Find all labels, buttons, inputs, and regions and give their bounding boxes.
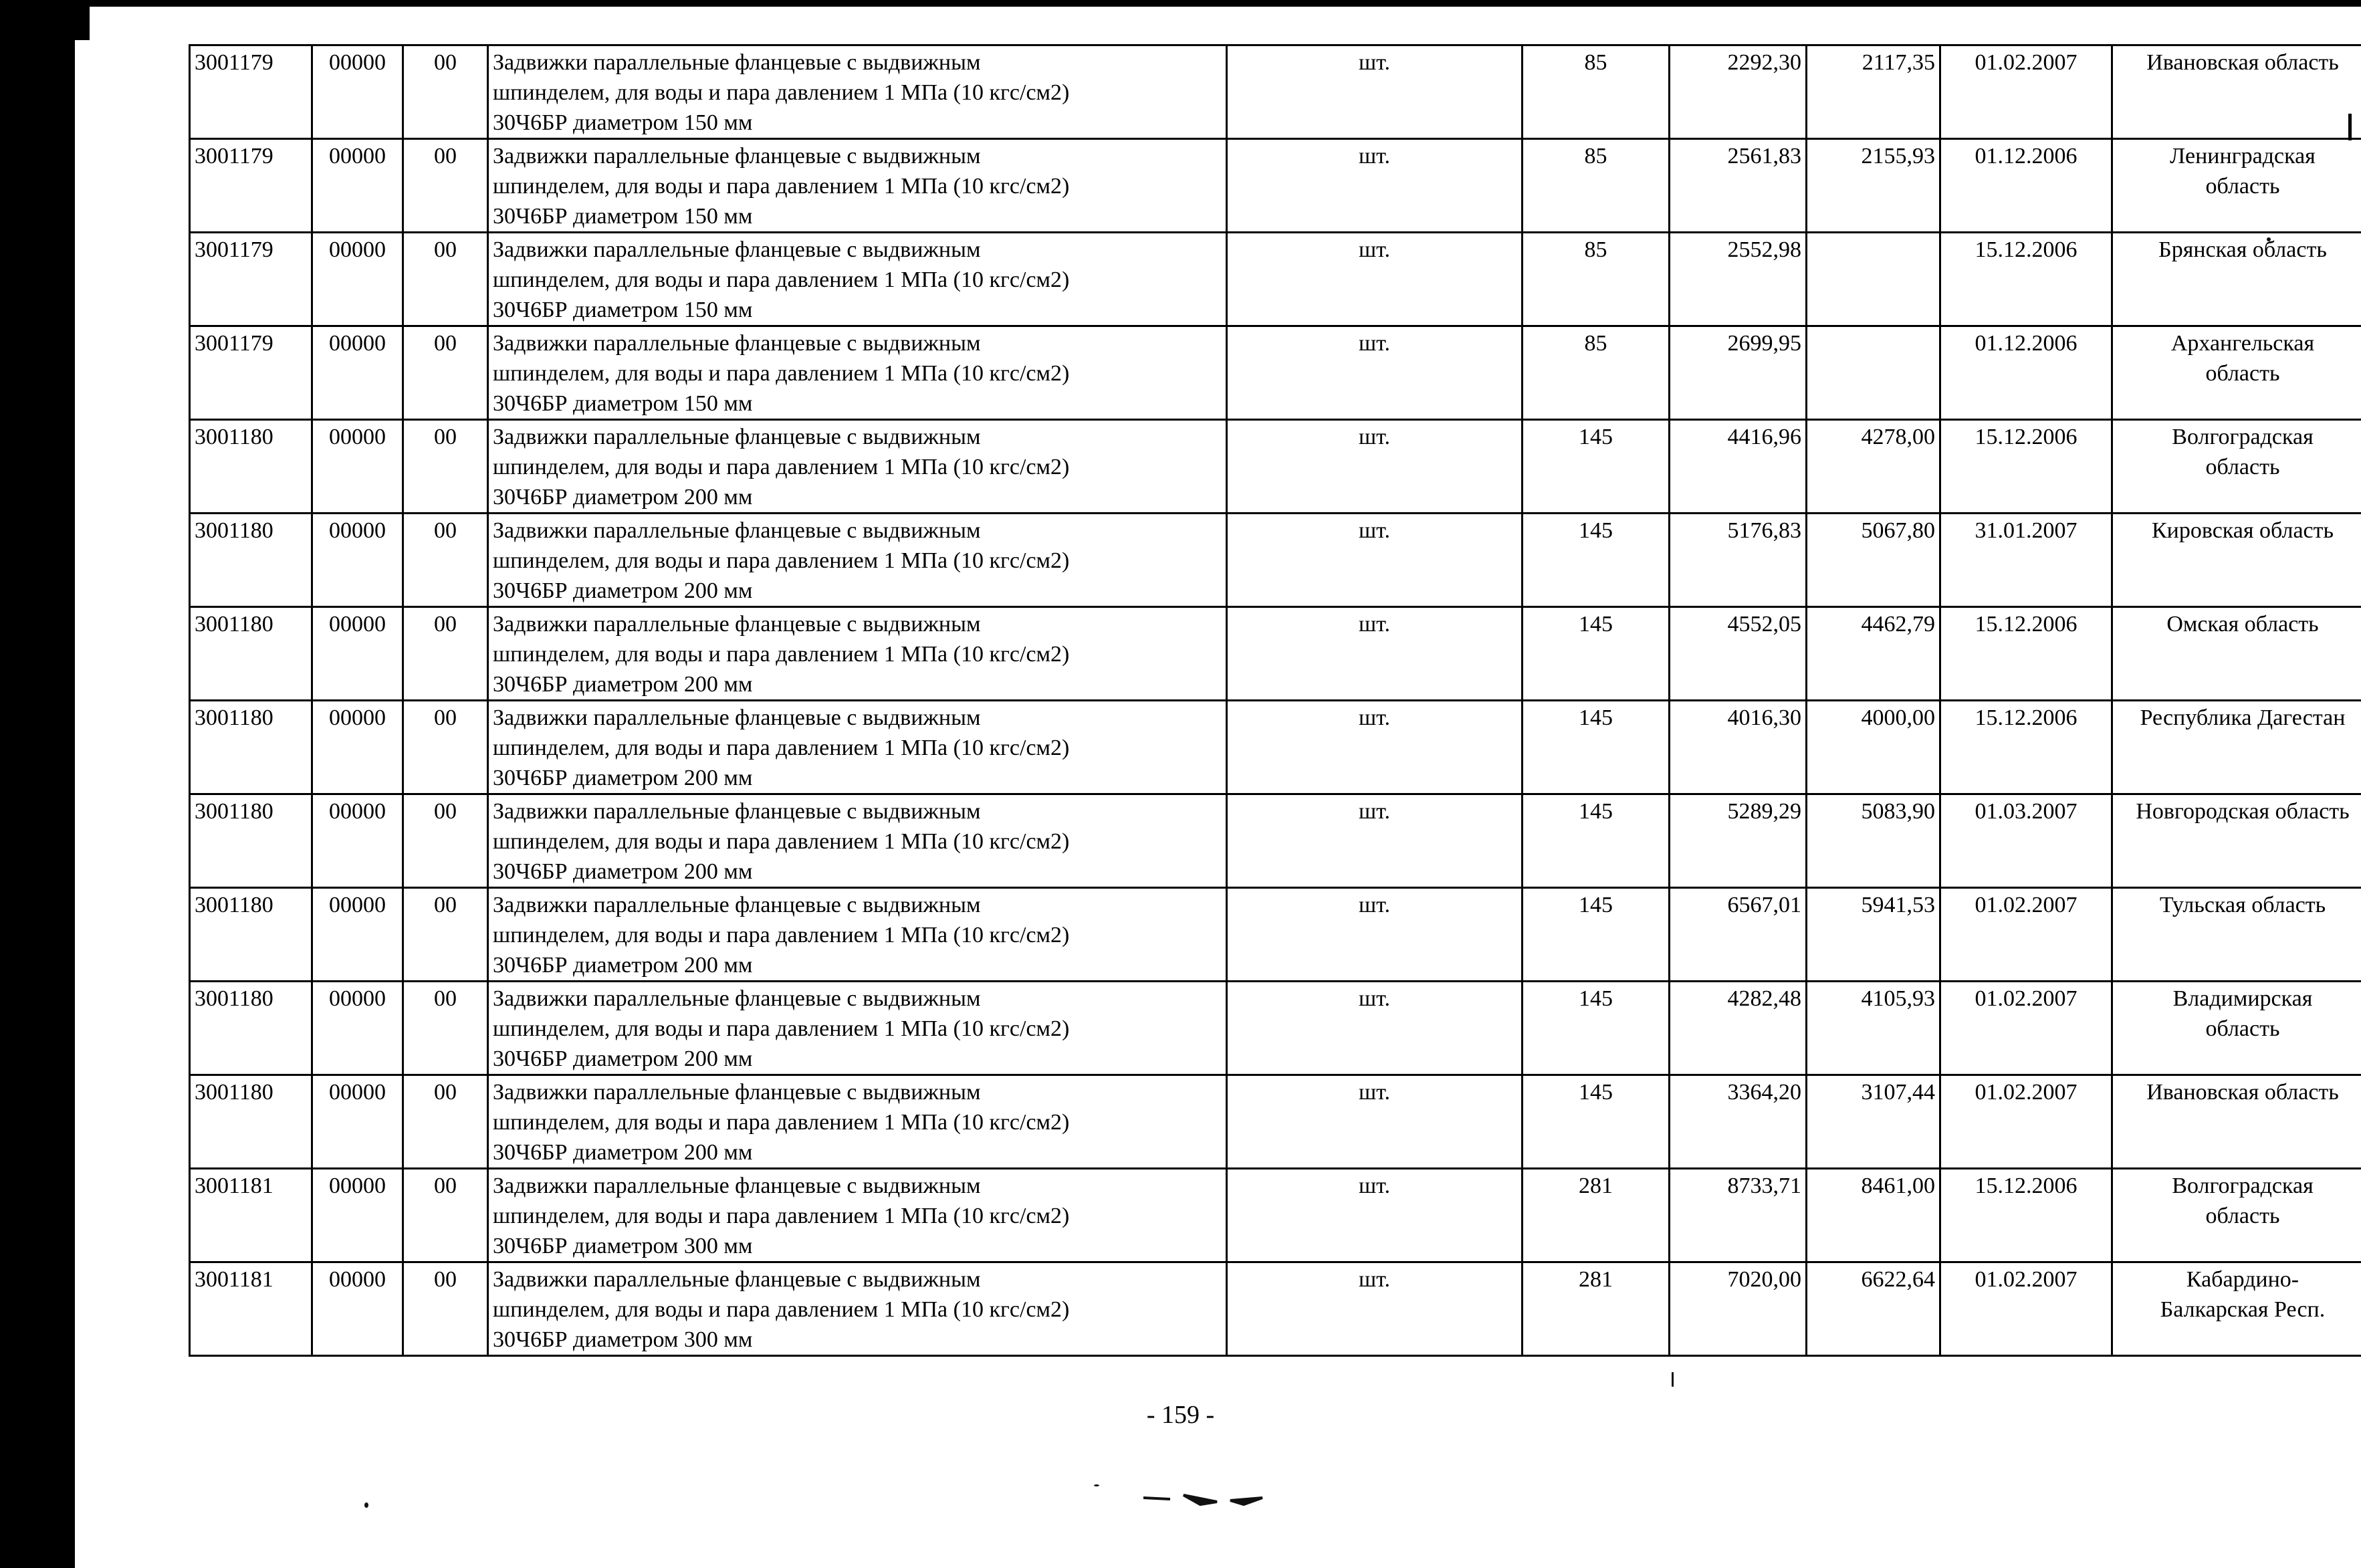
cell-line: шпинделем, для воды и пара давлением 1 МПа (10 кгс/см2) [493,455,1070,479]
cell-line: 30Ч6БР диаметром 200 мм [493,1046,753,1071]
table-body [190,45,2361,1356]
scan-speck [364,1502,368,1508]
price-alt-cell: 5083,90 [1807,794,1940,888]
price-alt-cell: 5941,53 [1807,888,1940,982]
variant-code-cell: 00 [403,794,488,888]
cell-line: шпинделем, для воды и пара давлением 1 МПа (10 кгс/см2) [493,1110,1070,1135]
unit-cell: шт. [1227,888,1523,982]
weight-cell: 85 [1523,139,1670,233]
item-name-cell [488,1262,1227,1356]
price-alt-cell [1807,233,1940,326]
cell-line: Задвижки параллельные фланцевые с выдвижным [493,986,981,1011]
price-cell: 5176,83 [1670,514,1807,607]
sub-code-cell: 00000 [312,45,403,139]
weight-cell: 145 [1523,888,1670,982]
item-code-cell: 3001179 [190,326,312,420]
date-cell: 15.12.2006 [1940,1169,2112,1262]
cell-line: 30Ч6БР диаметром 200 мм [493,578,753,603]
price-alt-cell: 4000,00 [1807,701,1940,794]
variant-code-cell: 00 [403,514,488,607]
cell-line: Задвижки параллельные фланцевые с выдвижным [493,331,981,356]
sub-code-cell: 00000 [312,1075,403,1169]
sub-code-cell: 00000 [312,1262,403,1356]
price-cell: 8733,71 [1670,1169,1807,1262]
unit-cell: шт. [1227,233,1523,326]
cell-line: шпинделем, для воды и пара давлением 1 МПа (10 кгс/см2) [493,1016,1070,1041]
cell-line: 30Ч6БР диаметром 200 мм [493,953,753,978]
sub-code-cell: 00000 [312,1169,403,1262]
cell-line: область [2205,174,2280,199]
cell-line: область [2205,361,2280,386]
price-cell: 4552,05 [1670,607,1807,701]
weight-cell: 85 [1523,233,1670,326]
table-row [190,326,2361,420]
item-code-cell: 3001180 [190,982,312,1075]
cell-line: Задвижки параллельные фланцевые с выдвижным [493,1173,981,1198]
cell-line: шпинделем, для воды и пара давлением 1 МПа (10 кгс/см2) [493,829,1070,854]
cell-line: Задвижки параллельные фланцевые с выдвижным [493,612,981,637]
unit-cell: шт. [1227,982,1523,1075]
region-cell [2112,1169,2361,1262]
cell-line: Республика Дагестан [2140,705,2346,730]
cell-line: 30Ч6БР диаметром 150 мм [493,298,753,322]
variant-code-cell: 00 [403,1262,488,1356]
cell-line: Задвижки параллельные фланцевые с выдвижным [493,893,981,917]
price-cell: 4416,96 [1670,420,1807,514]
cell-line: Кировская область [2151,518,2334,543]
date-cell: 01.03.2007 [1940,794,2112,888]
unit-cell: шт. [1227,139,1523,233]
variant-code-cell: 00 [403,1075,488,1169]
date-cell: 15.12.2006 [1940,420,2112,514]
sub-code-cell: 00000 [312,888,403,982]
cell-line: шпинделем, для воды и пара давлением 1 МПа (10 кгс/см2) [493,548,1070,573]
cell-line: 30Ч6БР диаметром 200 мм [493,485,753,510]
date-cell: 01.12.2006 [1940,139,2112,233]
page-number: - 159 - [1146,1401,1215,1429]
variant-code-cell: 00 [403,45,488,139]
item-name-cell [488,982,1227,1075]
date-cell: 15.12.2006 [1940,701,2112,794]
cell-line: Задвижки параллельные фланцевые с выдвижным [493,237,981,262]
price-table [189,44,2361,1357]
weight-cell: 145 [1523,701,1670,794]
weight-cell: 145 [1523,420,1670,514]
unit-cell: шт. [1227,794,1523,888]
region-cell [2112,45,2361,139]
cell-line: шпинделем, для воды и пара давлением 1 МПа (10 кгс/см2) [493,642,1070,667]
table-row [190,1075,2361,1169]
table-row [190,794,2361,888]
price-cell: 4282,48 [1670,982,1807,1075]
weight-cell: 145 [1523,794,1670,888]
scan-arrow-mark [1143,1490,1264,1510]
cell-line: Задвижки параллельные фланцевые с выдвижным [493,50,981,75]
unit-cell: шт. [1227,326,1523,420]
variant-code-cell: 00 [403,420,488,514]
sub-code-cell: 00000 [312,326,403,420]
cell-line: Волгоградская [2172,1173,2314,1198]
item-code-cell: 3001180 [190,1075,312,1169]
price-cell: 4016,30 [1670,701,1807,794]
region-cell [2112,420,2361,514]
variant-code-cell: 00 [403,701,488,794]
price-cell: 7020,00 [1670,1262,1807,1356]
cell-line: Новгородская область [2136,799,2350,824]
cell-line: Ивановская область [2146,1080,2339,1105]
cell-line: 30Ч6БР диаметром 150 мм [493,110,753,135]
item-code-cell: 3001180 [190,888,312,982]
price-cell: 2292,30 [1670,45,1807,139]
item-name-cell [488,139,1227,233]
sub-code-cell: 00000 [312,420,403,514]
cell-line: Задвижки параллельные фланцевые с выдвижным [493,705,981,730]
region-cell [2112,514,2361,607]
price-alt-cell [1807,326,1940,420]
unit-cell: шт. [1227,1169,1523,1262]
date-cell: 01.02.2007 [1940,1075,2112,1169]
cell-line: шпинделем, для воды и пара давлением 1 МПа (10 кгс/см2) [493,1297,1070,1322]
region-cell [2112,326,2361,420]
item-code-cell: 3001181 [190,1262,312,1356]
price-cell: 2561,83 [1670,139,1807,233]
region-cell [2112,888,2361,982]
date-cell: 15.12.2006 [1940,233,2112,326]
cell-line: область [2205,455,2280,479]
unit-cell: шт. [1227,607,1523,701]
cell-line: Владимирская [2172,986,2313,1011]
region-cell [2112,982,2361,1075]
cell-line: шпинделем, для воды и пара давлением 1 МПа (10 кгс/см2) [493,80,1070,105]
variant-code-cell: 00 [403,888,488,982]
cell-line: 30Ч6БР диаметром 200 мм [493,766,753,790]
cell-line: Задвижки параллельные фланцевые с выдвижным [493,518,981,543]
sub-code-cell: 00000 [312,514,403,607]
cell-line: 30Ч6БР диаметром 300 мм [493,1327,753,1352]
cell-line: область [2205,1016,2280,1041]
item-code-cell: 3001180 [190,701,312,794]
item-name-cell [488,45,1227,139]
cell-line: область [2205,1204,2280,1228]
region-cell [2112,794,2361,888]
date-cell: 01.02.2007 [1940,45,2112,139]
cell-line: 30Ч6БР диаметром 200 мм [493,672,753,697]
unit-cell: шт. [1227,701,1523,794]
date-cell: 01.02.2007 [1940,1262,2112,1356]
table-row [190,420,2361,514]
item-name-cell [488,326,1227,420]
price-alt-cell: 3107,44 [1807,1075,1940,1169]
region-cell [2112,1075,2361,1169]
variant-code-cell: 00 [403,607,488,701]
price-cell: 6567,01 [1670,888,1807,982]
cell-line: Ивановская область [2146,50,2339,75]
date-cell: 15.12.2006 [1940,607,2112,701]
weight-cell: 281 [1523,1262,1670,1356]
cell-line: 30Ч6БР диаметром 150 мм [493,391,753,416]
scan-border-top [0,0,2361,7]
date-cell: 01.02.2007 [1940,982,2112,1075]
table-row [190,607,2361,701]
cell-line: Задвижки параллельные фланцевые с выдвижным [493,1080,981,1105]
cell-line: шпинделем, для воды и пара давлением 1 МПа (10 кгс/см2) [493,267,1070,292]
price-cell: 3364,20 [1670,1075,1807,1169]
scan-speck [1672,1372,1674,1387]
region-cell [2112,1262,2361,1356]
cell-line: Архангельская [2170,331,2315,356]
item-code-cell: 3001181 [190,1169,312,1262]
weight-cell: 85 [1523,326,1670,420]
date-cell: 01.12.2006 [1940,326,2112,420]
item-name-cell [488,1075,1227,1169]
price-cell: 5289,29 [1670,794,1807,888]
cell-line: Кабардино- [2186,1267,2299,1292]
weight-cell: 145 [1523,1075,1670,1169]
sub-code-cell: 00000 [312,139,403,233]
table-row [190,233,2361,326]
table-row [190,1169,2361,1262]
cell-line: Задвижки параллельные фланцевые с выдвижным [493,425,981,449]
item-name-cell [488,233,1227,326]
price-alt-cell: 5067,80 [1807,514,1940,607]
table-row [190,701,2361,794]
scan-border-left-notch [75,0,90,40]
table-row [190,888,2361,982]
table-row [190,139,2361,233]
item-code-cell: 3001180 [190,794,312,888]
item-name-cell [488,514,1227,607]
item-name-cell [488,420,1227,514]
cell-line: шпинделем, для воды и пара давлением 1 МПа (10 кгс/см2) [493,361,1070,386]
scan-speck [1094,1484,1099,1486]
cell-line: Задвижки параллельные фланцевые с выдвижным [493,799,981,824]
cell-line: Волгоградская [2172,425,2314,449]
cell-line: Балкарская Респ. [2160,1297,2326,1322]
cell-line: Тульская область [2159,893,2326,917]
item-name-cell [488,888,1227,982]
unit-cell: шт. [1227,1262,1523,1356]
sub-code-cell: 00000 [312,701,403,794]
variant-code-cell: 00 [403,982,488,1075]
price-cell: 2552,98 [1670,233,1807,326]
cell-line: Ленинградская [2170,144,2316,169]
unit-cell: шт. [1227,420,1523,514]
price-alt-cell: 4462,79 [1807,607,1940,701]
variant-code-cell: 00 [403,326,488,420]
unit-cell: шт. [1227,45,1523,139]
item-code-cell: 3001180 [190,420,312,514]
date-cell: 31.01.2007 [1940,514,2112,607]
scan-border-left [0,0,75,1568]
unit-cell: шт. [1227,1075,1523,1169]
table-row [190,514,2361,607]
cell-line: Брянская область [2158,237,2327,262]
item-name-cell [488,794,1227,888]
item-name-cell [488,1169,1227,1262]
cell-line: Задвижки параллельные фланцевые с выдвижным [493,144,981,169]
cell-line: шпинделем, для воды и пара давлением 1 МПа (10 кгс/см2) [493,174,1070,199]
cell-line: 30Ч6БР диаметром 200 мм [493,859,753,884]
price-alt-cell: 2117,35 [1807,45,1940,139]
cell-line: шпинделем, для воды и пара давлением 1 МПа (10 кгс/см2) [493,923,1070,947]
sub-code-cell: 00000 [312,982,403,1075]
cell-line: Омская область [2166,612,2319,637]
item-code-cell: 3001179 [190,233,312,326]
region-cell [2112,607,2361,701]
region-cell [2112,233,2361,326]
price-alt-cell: 8461,00 [1807,1169,1940,1262]
item-code-cell: 3001179 [190,45,312,139]
weight-cell: 85 [1523,45,1670,139]
date-cell: 01.02.2007 [1940,888,2112,982]
variant-code-cell: 00 [403,139,488,233]
weight-cell: 145 [1523,607,1670,701]
sub-code-cell: 00000 [312,794,403,888]
weight-cell: 145 [1523,514,1670,607]
price-cell: 2699,95 [1670,326,1807,420]
table-row [190,1262,2361,1356]
cell-line: шпинделем, для воды и пара давлением 1 МПа (10 кгс/см2) [493,1204,1070,1228]
table-row [190,982,2361,1075]
cell-line: 30Ч6БР диаметром 200 мм [493,1140,753,1165]
sub-code-cell: 00000 [312,607,403,701]
item-name-cell [488,607,1227,701]
price-alt-cell: 4105,93 [1807,982,1940,1075]
item-code-cell: 3001179 [190,139,312,233]
item-code-cell: 3001180 [190,514,312,607]
cell-line: 30Ч6БР диаметром 150 мм [493,204,753,229]
sub-code-cell: 00000 [312,233,403,326]
weight-cell: 281 [1523,1169,1670,1262]
price-alt-cell: 6622,64 [1807,1262,1940,1356]
item-code-cell: 3001180 [190,607,312,701]
cell-line: Задвижки параллельные фланцевые с выдвижным [493,1267,981,1292]
weight-cell: 145 [1523,982,1670,1075]
variant-code-cell: 00 [403,1169,488,1262]
cell-line: 30Ч6БР диаметром 300 мм [493,1234,753,1258]
price-alt-cell: 2155,93 [1807,139,1940,233]
region-cell [2112,701,2361,794]
unit-cell: шт. [1227,514,1523,607]
cell-line: шпинделем, для воды и пара давлением 1 МПа (10 кгс/см2) [493,736,1070,760]
table-row [190,45,2361,139]
item-name-cell [488,701,1227,794]
price-alt-cell: 4278,00 [1807,420,1940,514]
variant-code-cell: 00 [403,233,488,326]
region-cell [2112,139,2361,233]
